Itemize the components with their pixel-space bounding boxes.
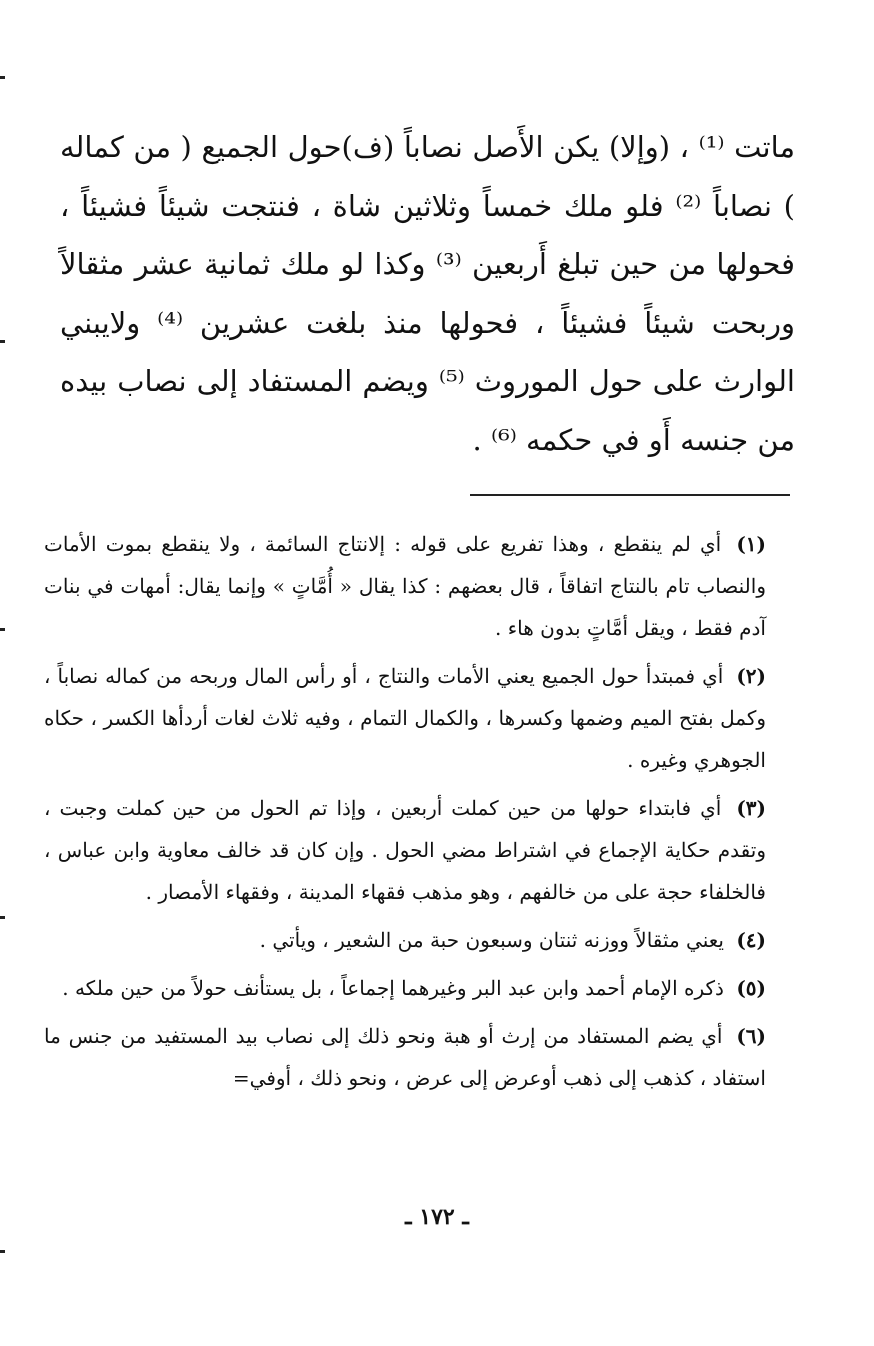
- footnote-text: يعني مثقالاً ووزنه ثنتان وسبعون حبة من الشعير ، ويأتي .: [259, 928, 724, 952]
- scan-edge-mark: [0, 628, 5, 631]
- scan-edge-mark: [0, 916, 5, 919]
- footnote: [44, 919, 766, 961]
- footnote-number: (٣): [736, 796, 766, 820]
- footnote: [44, 1015, 766, 1099]
- footnote: [44, 523, 766, 649]
- footnote: [44, 655, 766, 781]
- scan-edge-mark: [0, 76, 5, 79]
- scan-edge-mark: [0, 1250, 5, 1253]
- main-text-block: [60, 118, 795, 469]
- footnote-text: أي لم ينقطع ، وهذا تفريع على قوله : إلانتاج السائمة ، ولا ينقطع بموت الأمات والنصاب تام بالنتاج اتفاقاً ، قال بعضهم : كذا يقال « أُمَّاتٍ » وإنما يقال: أمهات في بنات آدم فقط ، ويقل أمَّاتٍ بدون هاء .: [44, 532, 766, 640]
- footnotes: [44, 523, 766, 1105]
- footnote-text: ذكره الإمام أحمد وابن عبد البر وغيرهما إجماعاً ، بل يستأنف حولاً من حين ملكه .: [62, 976, 724, 1000]
- page-number: ـ ١٧٢ ـ: [405, 1204, 469, 1230]
- footnote-separator: [470, 494, 790, 496]
- footnote-text: أي يضم المستفاد من إرث أو هبة ونحو ذلك إلى نصاب بيد المستفيد من جنس ما استفاد ، كذهب إلى ذهب أوعرض إلى عرض ، ونحو ذلك ، أوفي=: [44, 1024, 766, 1090]
- footnote-text: أي فمبتدأ حول الجميع يعني الأمات والنتاج ، أو رأس المال وربحه من كماله نصاباً ، وكمل بفتح الميم وضمها وكسرها ، والكمال التمام ، وفيه ثلاث لغات أردأها الكسر ، حكاه الجوهري وغيره .: [44, 664, 766, 772]
- scan-edge-mark: [0, 340, 5, 343]
- footnote-number: (٦): [736, 1024, 766, 1048]
- footnote-number: (٥): [736, 976, 766, 1000]
- footnote: [44, 967, 766, 1009]
- main-paragraph: ماتت ⁽¹⁾ ، (وإلا) يكن الأَصل نصاباً (ف)حول الجميع ( من كماله ) نصاباً ⁽²⁾ فلو ملك خمساً وثلاثين شاة ، فنتجت شيئاً فشيئاً ، فحولها من حين تبلغ أَربعين ⁽³⁾ وكذا لو ملك ثمانية عشر مثقالاً وربحت شيئاً فشيئاً ، فحولها منذ بلغت عشرين ⁽⁴⁾ ولايبني الوارث على حول الموروث ⁽⁵⁾ ويضم المستفاد إلى نصاب بيده من جنسه أَو في حكمه ⁽⁶⁾ .: [60, 130, 795, 457]
- footnote-number: (١): [736, 532, 766, 556]
- footnote-text: أي فابتداء حولها من حين كملت أربعين ، وإذا تم الحول من حين كملت وجبت ، وتقدم حكاية الإجماع في اشتراط مضي الحول . وإن كان قد خالف معاوية وابن عباس ، فالخلفاء حجة على من خالفهم ، وهو مذهب فقهاء المدينة ، وفقهاء الأمصار .: [44, 796, 766, 904]
- footnote-number: (٢): [736, 664, 766, 688]
- footnote-number: (٤): [736, 928, 766, 952]
- footnote: [44, 787, 766, 913]
